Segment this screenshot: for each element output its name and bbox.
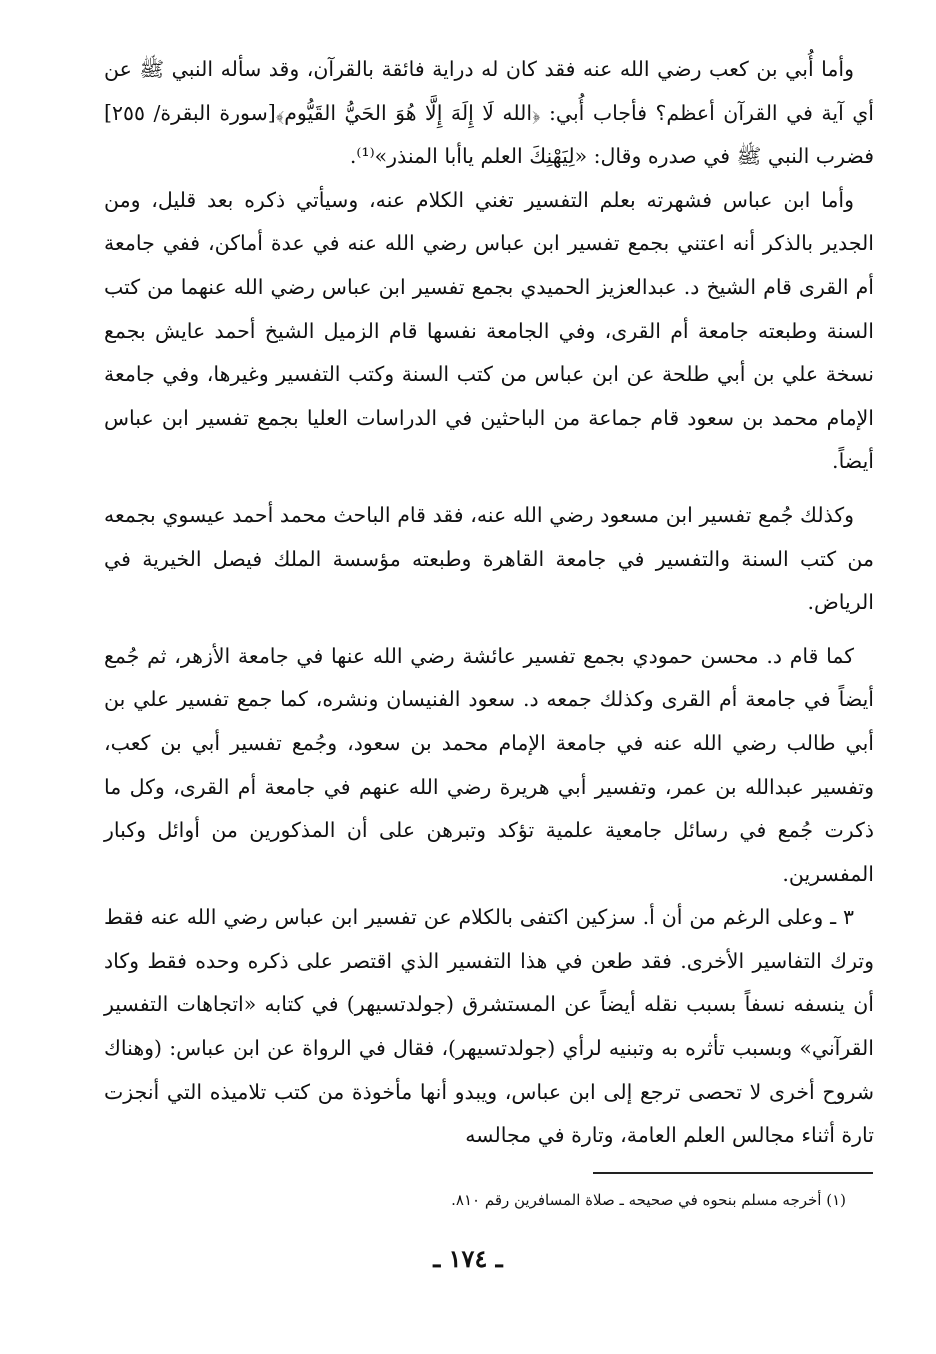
paragraph-ibn-abbas: وأما ابن عباس فشهرته بعلم التفسير تغني الكلام عنه، وسيأتي ذكره بعد قليل، ومن الجدير بالذكر أنه اعتني بجمع تفسير ابن عباس رضي الله عنه في عدة أماكن، ففي جامعة أم القرى قام الشيخ د. عبدالعزيز الحميدي بجمع تفسير ابن عباس رضي الله عنهما من كتب السنة وطبعته جامعة أم القرى، وفي الجامعة نفسها قام الزميل الشيخ أحمد عايش بجمع نسخة علي بن أبي طلحة عن ابن عباس من كتب السنة وكتب التفسير وغيرها، وفي جامعة الإمام محمد بن سعود قام جماعة من الباحثين في الدراسات العليا بجمع تفسير ابن عباس أيضاً. xyxy=(104,187,874,474)
footnote: (١) أخرجه مسلم بنحوه في صحيحه ـ صلاة المسافرين رقم ٨١٠. xyxy=(451,1191,846,1209)
main-text xyxy=(104,48,874,1158)
paragraph-ubayy: وأما أُبي بن كعب رضي الله عنه فقد كان له دراية فائقة بالقرآن، وقد سأله النبي ﷺ عن أي آية في القرآن أعظم؟ فأجاب أُبي: ﴿الله لَا إِلَهَ إِلَّا هُوَ الحَيُّ القَيُّوم﴾[سورة البقرة/ ٢٥٥] فضرب النبي ﷺ في صدره وقال: «لِيَهْنِكَ العلم ياأبا المنذر»⁽¹⁾. xyxy=(104,57,874,169)
page-number: ـ ١٧٤ ـ xyxy=(433,1244,503,1273)
paragraph-aisha: كما قام د. محسن حمودي بجمع تفسير عائشة رضي الله عنها في جامعة الأزهر، ثم جُمع أيضاً في جامعة أم القرى وكذلك جمعه د. سعود الفنيسان ونشره، كما جمع تفسير علي بن أبي طالب رضي الله عنه في جامعة الإمام محمد بن سعود، وجُمع تفسير أبي بن كعب، وتفسير عبدالله بن عمر، وتفسير أبي هريرة رضي الله عنهم في جامعة أم القرى، وكل ما ذكرت جُمع في رسائل جامعية علمية تؤكد وتبرهن على أن المذكورين من أوائل وكبار المفسرين. xyxy=(104,643,874,886)
footnote-divider xyxy=(593,1172,873,1174)
paragraph-sezgin: ٣ ـ وعلى الرغم من أن أ. سزكين اكتفى بالكلام عن تفسير ابن عباس رضي الله عنه فقط وترك التفاسير الأخرى. فقد طعن في هذا التفسير الذي اقتصر على ذكره وحده فقط وكاد أن ينسفه نسفاً بسبب نقله أيضاً عن المستشرق (جولدتسيهر) في كتابه «اتجاهات التفسير القرآني» وبسبب تأثره به وتبنيه لرأي (جولدتسيهر)، فقال في الرواة عن ابن عباس: (وهناك شروح أخرى لا تحصى ترجع إلى ابن عباس، ويبدو أنها مأخوذة من كتب تلاميذه التي أنجزت تارة أثناء مجالس العلم العامة، وتارة في مجالسه xyxy=(104,905,874,1148)
paragraph-ibn-masud: وكذلك جُمع تفسير ابن مسعود رضي الله عنه، فقد قام الباحث محمد أحمد عيسوي بجمعه من كتب السنة والتفسير في جامعة القاهرة وطبعته مؤسسة الملك فيصل الخيرية في الرياض. xyxy=(104,502,874,615)
